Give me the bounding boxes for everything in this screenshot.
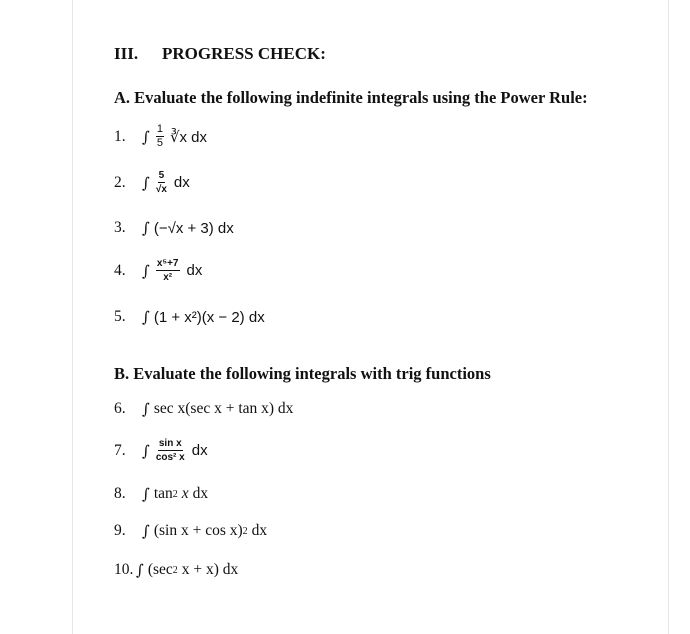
fraction <box>156 258 180 283</box>
right-page-edge <box>668 0 669 634</box>
problem-number: 1. <box>114 127 126 145</box>
title-number: III. <box>114 44 139 63</box>
integral-symbol: ∫ <box>142 308 150 326</box>
fraction-numerator: sin x <box>158 438 182 449</box>
expression-exponent: 2 <box>172 488 178 500</box>
problem-number: 7. <box>114 441 126 459</box>
fraction <box>156 124 164 149</box>
title-text: PROGRESS CHECK: <box>162 44 326 63</box>
fraction-denominator: cos² x <box>155 452 185 463</box>
integral-symbol: ∫ <box>142 173 150 192</box>
expression-function: (sec <box>147 561 173 578</box>
integral-symbol: ∫ <box>142 127 150 146</box>
problem-number: 2. <box>114 173 126 191</box>
problem-expression: dx <box>173 174 190 191</box>
fraction <box>156 438 185 463</box>
fraction-numerator: x⁵+7 <box>156 258 179 269</box>
integral-symbol: ∫ <box>142 261 150 280</box>
integral-symbol: ∫ <box>142 400 150 418</box>
problem-number: 10. <box>114 561 134 578</box>
expression-exponent: 2 <box>242 525 248 537</box>
fraction-numerator: 1 <box>156 123 163 135</box>
problem-9 <box>114 522 267 540</box>
expression-differential: dx <box>192 485 209 502</box>
left-page-edge <box>72 0 73 634</box>
fraction-numerator: 5 <box>158 170 165 181</box>
expression-exponent: 2 <box>172 564 178 576</box>
section-a-title: A. Evaluate the following indefinite integrals using the Power Rule: <box>114 88 588 107</box>
problem-expression: dx <box>191 442 208 459</box>
problem-number: 9. <box>114 522 126 539</box>
problem-number: 4. <box>114 261 126 279</box>
problem-2 <box>114 170 190 195</box>
problem-number: 5. <box>114 308 126 325</box>
problem-1 <box>114 124 207 149</box>
problem-number: 8. <box>114 485 126 502</box>
problem-5 <box>114 308 265 326</box>
expression-variable: x <box>181 485 189 502</box>
fraction <box>156 170 167 195</box>
problem-7 <box>114 438 208 463</box>
problem-4 <box>114 258 202 283</box>
expression-differential: dx <box>251 522 268 539</box>
problem-8 <box>114 485 208 503</box>
problem-number: 6. <box>114 400 126 417</box>
page-title <box>114 44 326 64</box>
problem-expression: (−√x + 3) dx <box>153 219 234 237</box>
integral-symbol: ∫ <box>136 561 144 579</box>
integral-symbol: ∫ <box>142 522 150 540</box>
problem-10 <box>114 561 238 579</box>
expression-remainder: x + x) dx <box>181 561 239 578</box>
expression-base: (sin x + cos x) <box>153 522 243 539</box>
integral-symbol: ∫ <box>142 441 150 460</box>
section-b-title: B. Evaluate the following integrals with trig functions <box>114 364 491 383</box>
problem-6 <box>114 400 293 418</box>
problem-number: 3. <box>114 219 126 236</box>
integral-symbol: ∫ <box>142 485 150 503</box>
problem-expression: dx <box>186 262 203 279</box>
integral-symbol: ∫ <box>142 219 150 237</box>
problem-expression: ∛x dx <box>169 128 208 146</box>
problem-expression: (1 + x²)(x − 2) dx <box>153 308 265 326</box>
problem-3 <box>114 219 234 237</box>
fraction-denominator: √x <box>155 184 167 195</box>
fraction-denominator: 5 <box>156 137 163 149</box>
problem-expression: sec x(sec x + tan x) dx <box>153 400 294 417</box>
fraction-denominator: x² <box>163 272 173 283</box>
expression-function: tan <box>153 485 173 502</box>
